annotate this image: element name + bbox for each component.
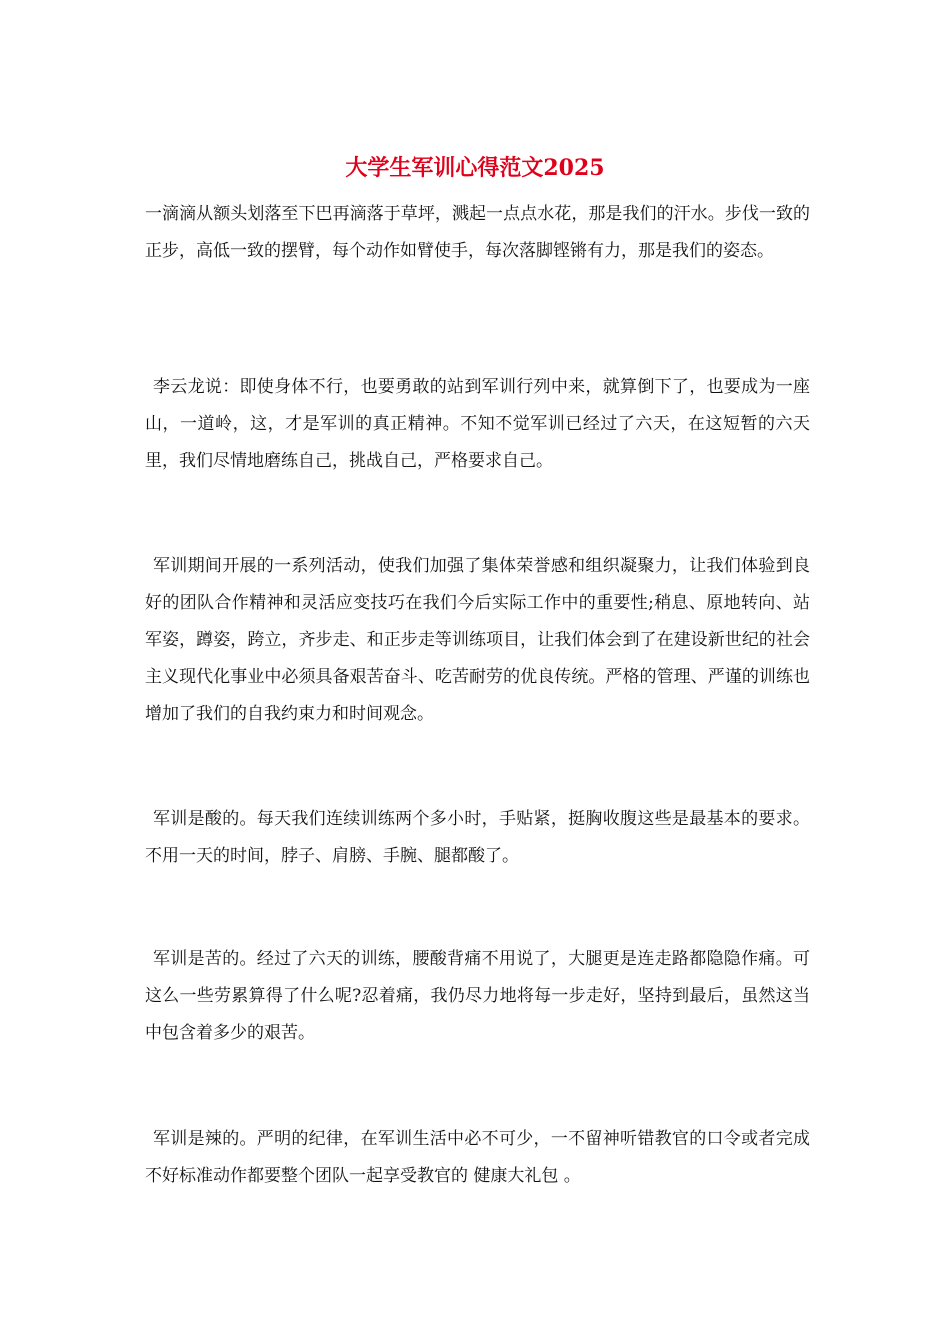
paragraph-sour: 军训是酸的。每天我们连续训练两个多小时，手贴紧，挺胸收腹这些是最基本的要求。不用一天的时间，脖子、肩膀、手腕、腿都酸了。 xyxy=(145,809,810,866)
paragraph-activities: 军训期间开展的一系列活动，使我们加强了集体荣誉感和组织凝聚力，让我们体验到良好的团队合作精神和灵活应变技巧在我们今后实际工作中的重要性;稍息、原地转向、站军姿，蹲姿，跨立，齐步走、和正步走等训练项目，让我们体会到了在建设新世纪的社会主义现代化事业中必须具备艰苦奋斗、吃苦耐劳的优良传统。严格的管理、严谨的训练也增加了我们的自我约束力和时间观念。 xyxy=(145,556,810,724)
paragraph-bitter: 军训是苦的。经过了六天的训练，腰酸背痛不用说了，大腿更是连走路都隐隐作痛。可这么一些劳累算得了什么呢?忍着痛，我仍尽力地将每一步走好，坚持到最后，虽然这当中包含着多少的艰苦。 xyxy=(145,949,810,1043)
paragraph-spicy: 军训是辣的。严明的纪律，在军训生活中必不可少，一不留神听错教官的口令或者完成不好标准动作都要整个团队一起享受教官的 健康大礼包 。 xyxy=(145,1129,810,1186)
document-title: 大学生军训心得范文2025 xyxy=(345,155,605,181)
paragraph-sweat: 一滴滴从额头划落至下巴再滴落于草坪，溅起一点点水花，那是我们的汗水。步伐一致的正步，高低一致的摆臂，每个动作如臂使手，每次落脚铿锵有力，那是我们的姿态。 xyxy=(145,204,810,261)
paragraph-li-yunlong: 李云龙说：即使身体不行，也要勇敢的站到军训行列中来，就算倒下了，也要成为一座山，一道岭，这，才是军训的真正精神。不知不觉军训已经过了六天，在这短暂的六天里，我们尽情地磨练自己，挑战自己，严格要求自己。 xyxy=(145,377,810,471)
